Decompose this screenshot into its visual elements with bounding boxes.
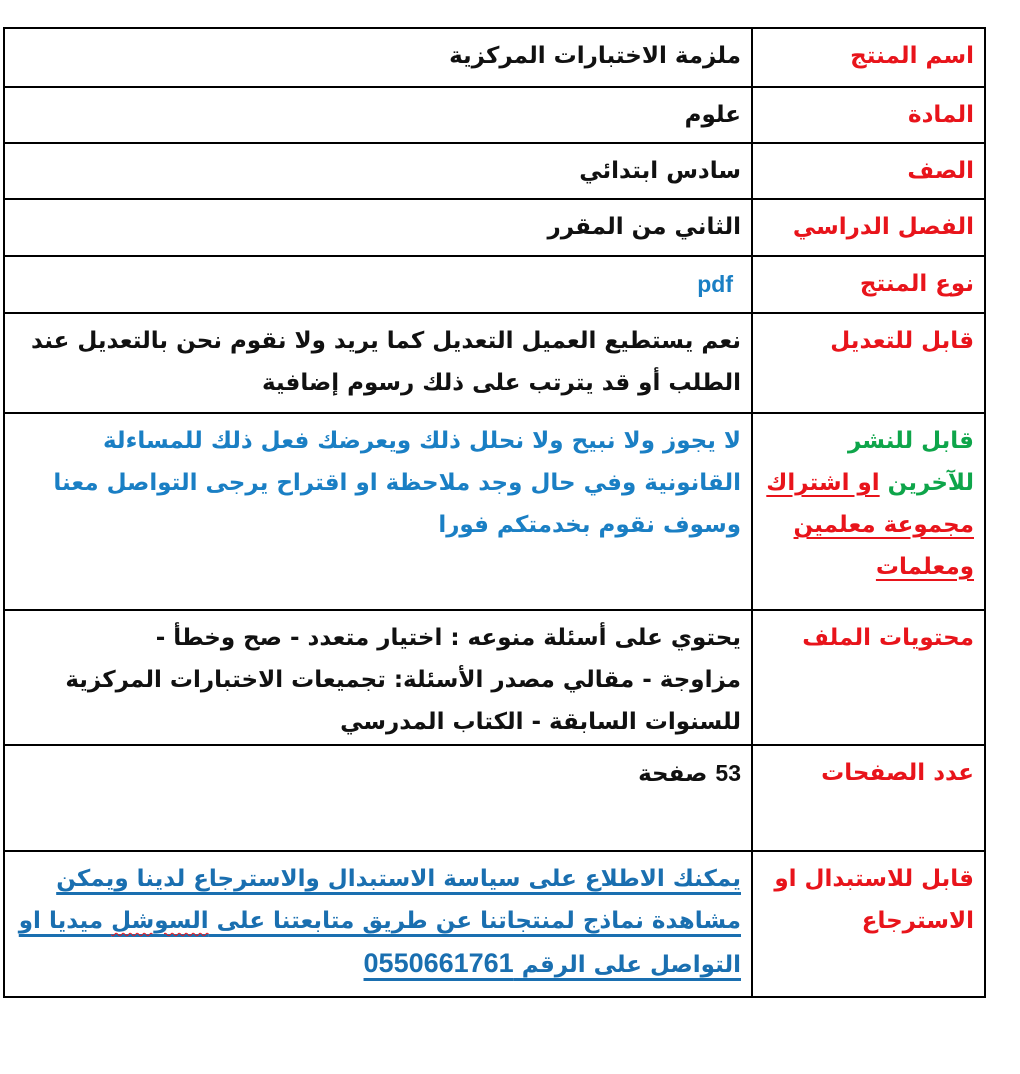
publishable-label-red: او اشتراك xyxy=(766,470,880,496)
returnable-social-link[interactable] xyxy=(13,900,741,942)
row-semester xyxy=(4,199,985,256)
value-grade: سادس ابتدائي xyxy=(579,158,741,184)
phone-number: 0550661761 xyxy=(363,948,514,978)
value-semester: الثاني من المقرر xyxy=(547,214,741,240)
editable-line-1: نعم يستطيع العميل التعديل كما يريد ولا نقوم نحن بالتعديل عند xyxy=(30,328,741,354)
contents-line-1: يحتوي على أسئلة منوعه : اختيار متعدد - صح وخطأ - xyxy=(155,625,741,651)
row-pages xyxy=(4,745,985,851)
row-editable xyxy=(4,313,985,413)
returnable-label-line-2: الاسترجاع xyxy=(861,908,974,934)
row-product-name xyxy=(4,28,985,87)
label-subject: المادة xyxy=(908,102,974,128)
publishable-line-3: وسوف نقوم بخدمتكم فورا xyxy=(438,512,741,538)
value-product-type: pdf xyxy=(697,271,733,297)
contents-line-2: مزاوجة - مقالي مصدر الأسئلة: تجميعات الاختبارات المركزية xyxy=(65,667,741,693)
returnable-line-2a: مشاهدة نماذج لمنتجاتنا عن طريق متابعتنا على xyxy=(208,908,741,934)
label-contents: محتويات الملف xyxy=(802,625,974,651)
label-pages: عدد الصفحات xyxy=(821,760,974,786)
returnable-label-line-1: قابل للاستبدال او xyxy=(774,866,974,892)
value-contents xyxy=(5,611,751,743)
label-product-type: نوع المنتج xyxy=(859,271,974,297)
returnable-contact-link[interactable] xyxy=(13,942,741,986)
label-editable: قابل للتعديل xyxy=(830,328,974,354)
row-returnable xyxy=(4,851,985,997)
row-subject xyxy=(4,87,985,143)
label-product-name: اسم المنتج xyxy=(850,43,974,69)
returnable-line-2b: السوشل xyxy=(111,908,209,934)
label-publishable xyxy=(753,414,984,588)
value-product-name: ملزمة الاختبارات المركزية xyxy=(449,43,741,69)
row-publishable xyxy=(4,413,985,610)
publishable-label-line-2 xyxy=(759,462,974,504)
publishable-label-line-4: ومعلمات xyxy=(875,554,974,580)
label-returnable xyxy=(753,852,984,942)
value-pages xyxy=(5,746,751,795)
publishable-label-line-1: قابل للنشر xyxy=(848,428,974,454)
value-returnable xyxy=(5,852,751,986)
row-grade xyxy=(4,143,985,199)
row-contents xyxy=(4,610,985,745)
publishable-line-1: لا يجوز ولا نبيح ولا نحلل ذلك ويعرضك فعل ذلك للمساءلة xyxy=(102,428,741,454)
label-semester: الفصل الدراسي xyxy=(792,214,974,240)
pages-unit: صفحة xyxy=(638,761,708,787)
editable-line-2: الطلب أو قد يترتب على ذلك رسوم إضافية xyxy=(261,370,741,396)
label-grade: الصف xyxy=(907,158,974,184)
row-product-type xyxy=(4,256,985,313)
value-subject: علوم xyxy=(684,102,741,128)
returnable-policy-link[interactable]: يمكنك الاطلاع على سياسة الاستبدال والاسترجاع لدينا ويمكن xyxy=(56,866,741,892)
returnable-line-2c: ميديا او xyxy=(18,908,112,934)
product-info-table xyxy=(3,27,986,998)
returnable-line-3: التواصل على الرقم xyxy=(513,952,741,978)
publishable-label-green: للآخرين xyxy=(887,470,974,496)
publishable-label-line-3: مجموعة معلمين xyxy=(793,512,974,538)
contents-line-3: للسنوات السابقة - الكتاب المدرسي xyxy=(340,709,741,735)
pages-number: 53 xyxy=(715,760,741,786)
value-editable xyxy=(5,314,751,404)
value-publishable xyxy=(5,414,751,546)
publishable-line-2: القانونية وفي حال وجد ملاحظة او اقتراح يرجى التواصل معنا xyxy=(53,470,741,496)
